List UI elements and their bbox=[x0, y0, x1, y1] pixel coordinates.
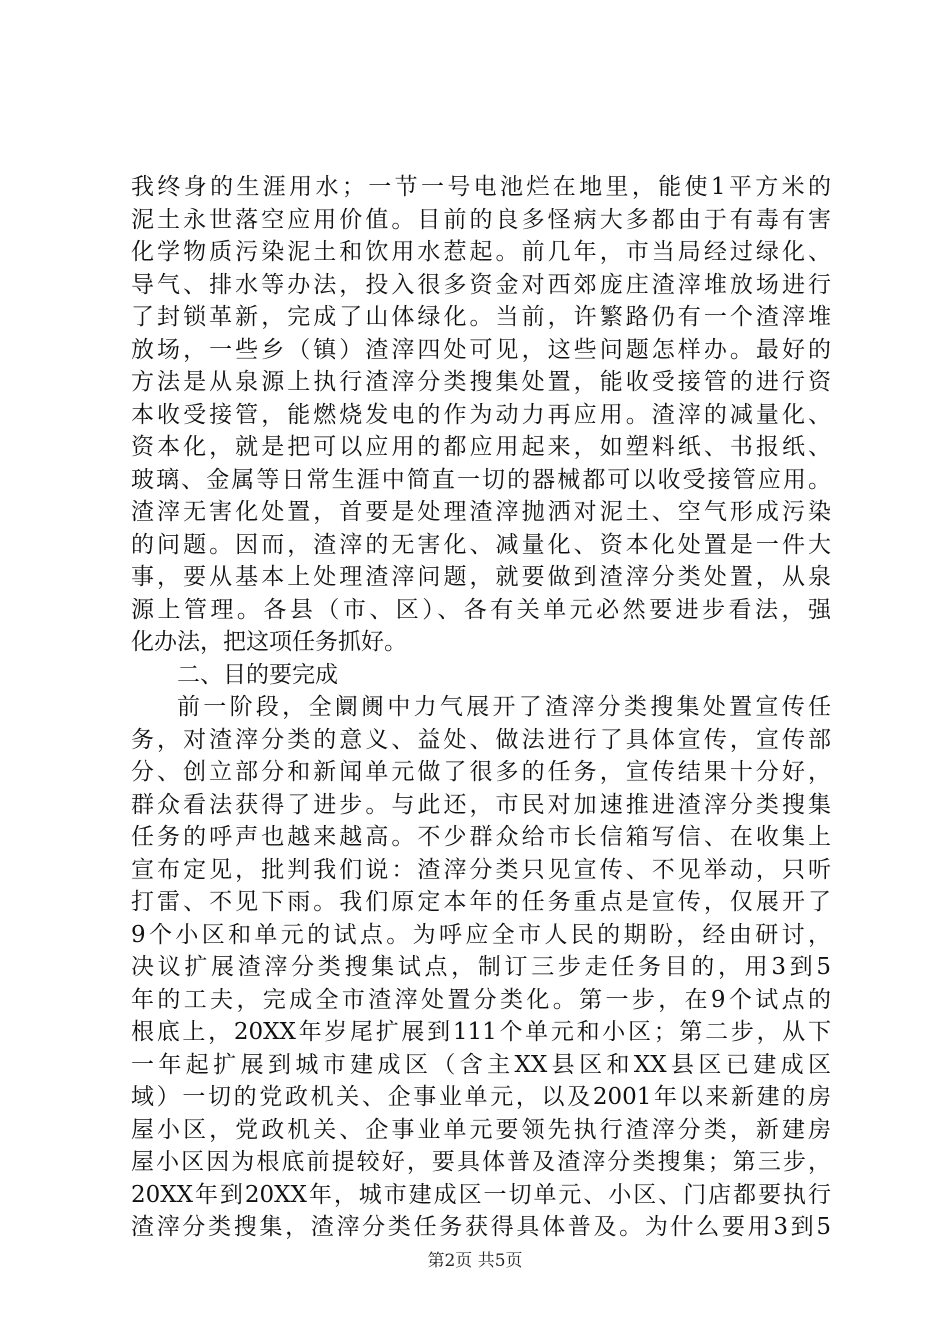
page-number-footer: 第2页 共5页 bbox=[427, 1251, 523, 1271]
text-line: 20XX年到20XX年，城市建成区一切单元、小区、门店都要执行 bbox=[131, 1181, 831, 1208]
text-line: 前一阶段，全阛阓中力气展开了渣滓分类搜集处置宣传任 bbox=[177, 694, 831, 720]
text-line: 年的工夫，完成全市渣滓处置分类化。第一步，在9个试点的 bbox=[131, 986, 831, 1013]
text-line: 导气、排水等办法，投入很多资金对西郊庞庄渣滓堆放场进行 bbox=[131, 271, 831, 298]
text-line: 泥土永世落空应用价值。目前的良多怪病大多都由于有毒有害 bbox=[131, 206, 831, 233]
text-line: 渣滓无害化处置，首要是处理渣滓抛洒对泥土、空气形成污染 bbox=[131, 499, 831, 525]
section-heading: 二、目的要完成 bbox=[177, 661, 338, 688]
text-line: 的问题。因而，渣滓的无害化、减量化、资本化处置是一件大 bbox=[131, 531, 831, 558]
text-line: 渣滓分类搜集，渣滓分类任务获得具体普及。为什么要用3到5 bbox=[131, 1214, 831, 1240]
text-line: 决议扩展渣滓分类搜集试点，制订三步走任务目的，用3到5 bbox=[131, 954, 831, 980]
text-line: 一年起扩展到城市建成区（含主XX县区和XX县区已建成区 bbox=[131, 1051, 831, 1078]
text-line: 放场，一些乡（镇）渣滓四处可见，这些问题怎样办。最好的 bbox=[131, 336, 831, 363]
text-line: 源上管理。各县（市、区）、各有关单元必然要进步看法，强 bbox=[131, 596, 831, 623]
text-line: 事，要从基本上处理渣滓问题，就要做到渣滓分类处置，从泉 bbox=[131, 564, 831, 590]
text-line: 根底上，20XX年岁尾扩展到111个单元和小区；第二步，从下 bbox=[131, 1019, 831, 1045]
text-line: 屋小区，党政机关、企事业单元要领先执行渣滓分类，新建房 bbox=[131, 1116, 831, 1143]
text-line: 方法是从泉源上执行渣滓分类搜集处置，能收受接管的进行资 bbox=[131, 369, 831, 395]
text-line: 化学物质污染泥土和饮用水惹起。前几年，市当局经过绿化、 bbox=[131, 239, 831, 265]
text-line: 分、创立部分和新闻单元做了很多的任务，宣传结果十分好， bbox=[131, 759, 831, 785]
text-line: 屋小区因为根底前提较好，要具体普及渣滓分类搜集；第三步， bbox=[131, 1149, 831, 1175]
document-body bbox=[131, 171, 831, 1244]
text-line: 本收受接管，能燃烧发电的作为动力再应用。渣滓的减量化、 bbox=[131, 401, 831, 428]
text-line: 务，对渣滓分类的意义、益处、做法进行了具体宣传，宣传部 bbox=[131, 726, 831, 753]
text-line: 群众看法获得了进步。与此还，市民对加速推进渣滓分类搜集 bbox=[131, 791, 831, 818]
text-line: 任务的呼声也越来越高。不少群众给市长信箱写信、在收集上 bbox=[131, 824, 831, 850]
text-line: 域）一切的党政机关、企事业单元，以及2001年以来新建的房 bbox=[131, 1084, 831, 1110]
text-line: 打雷、不见下雨。我们原定本年的任务重点是宣传，仅展开了 bbox=[131, 889, 831, 915]
text-line: 玻璃、金属等日常生涯中简直一切的器械都可以收受接管应用。 bbox=[131, 466, 831, 493]
text-line: 资本化，就是把可以应用的都应用起来，如塑料纸、书报纸、 bbox=[131, 434, 831, 460]
text-line: 化办法，把这项任务抓好。 bbox=[131, 629, 407, 655]
text-line: 我终身的生涯用水；一节一号电池烂在地里，能使1平方米的 bbox=[131, 174, 831, 200]
text-line: 了封锁革新，完成了山体绿化。当前，许繁路仍有一个渣滓堆 bbox=[131, 304, 831, 330]
text-line: 宣布定见，批判我们说：渣滓分类只见宣传、不见举动，只听 bbox=[131, 856, 831, 883]
text-line: 9个小区和单元的试点。为呼应全市人民的期盼，经由研讨， bbox=[131, 921, 831, 948]
